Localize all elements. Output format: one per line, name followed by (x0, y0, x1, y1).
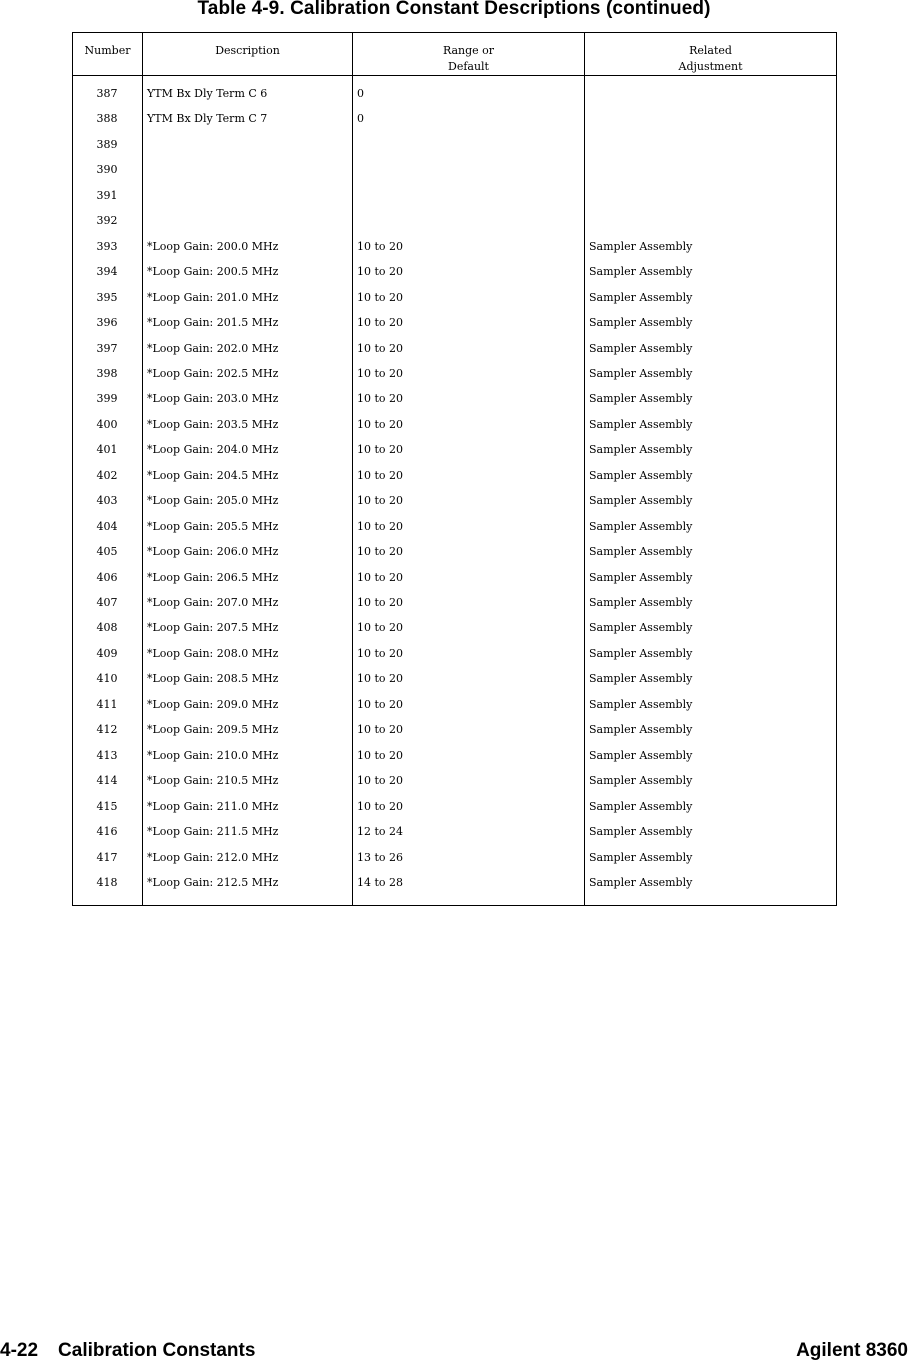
cell-number: 390 (96, 163, 118, 177)
cell-description: *Loop Gain: 204.5 MHz (147, 468, 279, 482)
cell-number: 392 (96, 214, 118, 228)
cell-adjustment: Sampler Assembly (589, 672, 693, 686)
cell-number: 406 (96, 570, 118, 584)
cell-number: 418 (96, 875, 118, 889)
header-description (143, 43, 352, 59)
cell-adjustment: Sampler Assembly (589, 621, 693, 635)
footer-page-number: 4-22 (0, 1340, 39, 1361)
cell-range: 10 to 20 (357, 570, 404, 584)
cell-range: 10 to 20 (357, 672, 404, 686)
cell-description: *Loop Gain: 206.5 MHz (147, 570, 279, 584)
header-range (353, 43, 584, 75)
cell-number: 411 (96, 697, 118, 711)
header-number (73, 43, 142, 59)
cell-description: *Loop Gain: 212.5 MHz (147, 875, 279, 889)
cell-range: 10 to 20 (357, 265, 404, 279)
table-row (73, 134, 836, 160)
cell-range: 10 to 20 (357, 366, 404, 380)
cell-description: *Loop Gain: 205.5 MHz (147, 519, 279, 533)
header-rule (73, 75, 836, 76)
cell-range: 0 (357, 87, 364, 100)
cell-number: 389 (96, 137, 118, 151)
cell-range: 10 to 20 (357, 392, 404, 406)
table-row (73, 338, 836, 364)
table-row (73, 719, 836, 745)
cell-range: 10 to 20 (357, 621, 404, 635)
cell-number: 416 (96, 825, 118, 839)
cell-adjustment: Sampler Assembly (589, 519, 693, 533)
cell-adjustment: Sampler Assembly (589, 850, 693, 864)
cell-number: 399 (96, 392, 118, 406)
cell-description: *Loop Gain: 203.5 MHz (147, 417, 279, 431)
table-row (73, 185, 836, 211)
cell-description: *Loop Gain: 208.5 MHz (147, 672, 279, 686)
cell-number: 400 (96, 417, 118, 431)
cell-description: *Loop Gain: 208.0 MHz (147, 646, 279, 660)
cell-range: 10 to 20 (357, 646, 404, 660)
table-row (73, 516, 836, 542)
cell-number: 394 (96, 265, 118, 279)
cell-range: 10 to 20 (357, 748, 404, 762)
cell-number: 391 (96, 188, 118, 202)
cell-adjustment: Sampler Assembly (589, 570, 693, 584)
cell-description: *Loop Gain: 200.5 MHz (147, 265, 279, 279)
table-row (73, 108, 836, 134)
header-range-line1: Range or (442, 44, 495, 57)
cell-range: 12 to 24 (357, 825, 404, 839)
cell-description: *Loop Gain: 207.5 MHz (147, 621, 279, 635)
cell-adjustment: Sampler Assembly (589, 596, 693, 609)
cell-number: 413 (96, 748, 118, 762)
cell-number: 412 (96, 723, 118, 737)
table-row (73, 312, 836, 338)
table-row (73, 287, 836, 313)
cell-description: *Loop Gain: 207.0 MHz (147, 596, 279, 609)
table-row (73, 159, 836, 185)
cell-description: *Loop Gain: 205.0 MHz (147, 494, 279, 508)
cell-number: 388 (96, 112, 118, 126)
cell-number: 397 (96, 341, 118, 355)
header-range-line2: Default (448, 60, 489, 73)
cell-range: 10 to 20 (357, 723, 404, 737)
cell-range: 10 to 20 (357, 316, 404, 330)
cell-adjustment: Sampler Assembly (589, 290, 693, 304)
table-row (73, 83, 836, 109)
table-row (73, 770, 836, 796)
cell-adjustment: Sampler Assembly (589, 646, 693, 660)
header-related-line1: Related (689, 44, 732, 57)
cell-description: *Loop Gain: 202.5 MHz (147, 366, 279, 380)
table-row (73, 541, 836, 567)
cell-number: 395 (96, 290, 118, 304)
cell-adjustment: Sampler Assembly (589, 417, 693, 431)
cell-number: 417 (96, 850, 118, 864)
table-row (73, 261, 836, 287)
table-row (73, 592, 836, 618)
cell-description: YTM Bx Dly Term C 7 (147, 112, 268, 126)
cell-adjustment: Sampler Assembly (589, 239, 693, 253)
cell-adjustment: Sampler Assembly (589, 316, 693, 330)
table-row (73, 643, 836, 669)
table-row (73, 439, 836, 465)
cell-number: 405 (96, 545, 118, 559)
cell-adjustment: Sampler Assembly (589, 494, 693, 508)
cell-range: 10 to 20 (357, 239, 404, 253)
cell-range: 10 to 20 (357, 341, 404, 355)
cell-adjustment: Sampler Assembly (589, 748, 693, 762)
cell-range: 10 to 20 (357, 697, 404, 711)
cell-adjustment: Sampler Assembly (589, 366, 693, 380)
cell-adjustment: Sampler Assembly (589, 265, 693, 279)
table-row (73, 847, 836, 873)
table-row (73, 236, 836, 262)
cell-range: 10 to 20 (357, 443, 404, 457)
cell-number: 407 (96, 596, 118, 609)
cell-adjustment: Sampler Assembly (589, 443, 693, 457)
table-row (73, 567, 836, 593)
footer-left (0, 1340, 255, 1362)
cell-range: 10 to 20 (357, 519, 404, 533)
cell-range: 10 to 20 (357, 417, 404, 431)
table-row (73, 465, 836, 491)
cell-range: 10 to 20 (357, 774, 404, 788)
cell-adjustment: Sampler Assembly (589, 697, 693, 711)
cell-description: *Loop Gain: 201.0 MHz (147, 290, 279, 304)
table-row (73, 668, 836, 694)
cell-description: *Loop Gain: 210.0 MHz (147, 748, 279, 762)
cell-number: 408 (96, 621, 118, 635)
cell-range: 10 to 20 (357, 468, 404, 482)
cell-number: 404 (96, 519, 118, 533)
table-row (73, 694, 836, 720)
cell-number: 396 (96, 316, 118, 330)
header-description-label: Description (215, 44, 280, 57)
table-row (73, 210, 836, 236)
cell-description: *Loop Gain: 203.0 MHz (147, 392, 279, 406)
footer-section: Calibration Constants (58, 1340, 256, 1361)
cell-adjustment: Sampler Assembly (589, 392, 693, 406)
calibration-constants-table (72, 32, 837, 906)
footer-manual: Agilent 8360 (796, 1340, 908, 1361)
cell-number: 387 (96, 87, 118, 100)
cell-description: YTM Bx Dly Term C 6 (147, 87, 268, 100)
header-number-label: Number (84, 44, 131, 57)
cell-range: 10 to 20 (357, 596, 404, 609)
cell-number: 402 (96, 468, 118, 482)
cell-number: 415 (96, 799, 118, 813)
cell-description: *Loop Gain: 211.0 MHz (147, 799, 279, 813)
table-row (73, 414, 836, 440)
cell-adjustment: Sampler Assembly (589, 799, 693, 813)
table-row (73, 617, 836, 643)
cell-description: *Loop Gain: 210.5 MHz (147, 774, 279, 788)
table-row (73, 745, 836, 771)
cell-number: 401 (96, 443, 118, 457)
cell-adjustment: Sampler Assembly (589, 341, 693, 355)
header-related-line2: Adjustment (678, 60, 743, 73)
cell-adjustment: Sampler Assembly (589, 875, 693, 889)
cell-range: 10 to 20 (357, 494, 404, 508)
cell-description: *Loop Gain: 211.5 MHz (147, 825, 279, 839)
cell-number: 409 (96, 646, 118, 660)
cell-description: *Loop Gain: 200.0 MHz (147, 239, 279, 253)
cell-description: *Loop Gain: 204.0 MHz (147, 443, 279, 457)
cell-description: *Loop Gain: 212.0 MHz (147, 850, 279, 864)
cell-adjustment: Sampler Assembly (589, 723, 693, 737)
cell-number: 414 (96, 774, 118, 788)
cell-number: 393 (96, 239, 118, 253)
cell-range: 10 to 20 (357, 545, 404, 559)
cell-description: *Loop Gain: 202.0 MHz (147, 341, 279, 355)
cell-range: 10 to 20 (357, 290, 404, 304)
cell-range: 13 to 26 (357, 850, 404, 864)
table-row (73, 388, 836, 414)
table-row (73, 821, 836, 847)
table-row (73, 490, 836, 516)
table-row (73, 363, 836, 389)
cell-description: *Loop Gain: 201.5 MHz (147, 316, 279, 330)
table-row (73, 796, 836, 822)
cell-range: 0 (357, 112, 364, 126)
cell-adjustment: Sampler Assembly (589, 545, 693, 559)
cell-adjustment: Sampler Assembly (589, 468, 693, 482)
page-title: Table 4-9. Calibration Constant Descriptions (continued) (197, 0, 711, 19)
cell-range: 10 to 20 (357, 799, 404, 813)
header-related (585, 43, 836, 75)
cell-number: 410 (96, 672, 118, 686)
cell-description: *Loop Gain: 206.0 MHz (147, 545, 279, 559)
table-row (73, 872, 836, 898)
cell-adjustment: Sampler Assembly (589, 825, 693, 839)
cell-number: 403 (96, 494, 118, 508)
cell-range: 14 to 28 (357, 875, 404, 889)
cell-description: *Loop Gain: 209.0 MHz (147, 697, 279, 711)
cell-adjustment: Sampler Assembly (589, 774, 693, 788)
cell-number: 398 (96, 366, 118, 380)
cell-description: *Loop Gain: 209.5 MHz (147, 723, 279, 737)
